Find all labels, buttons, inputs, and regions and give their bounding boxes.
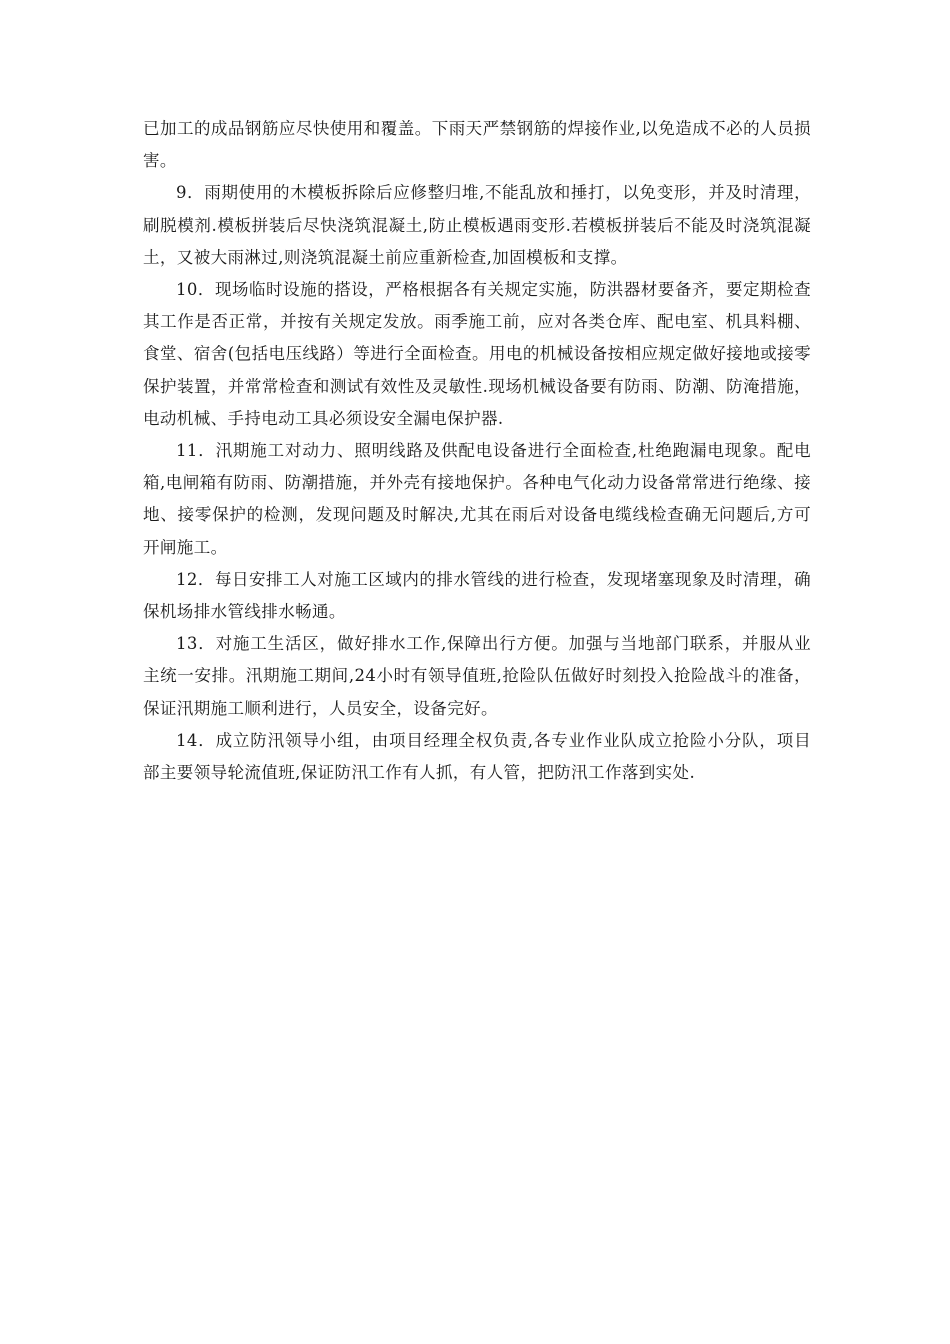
paragraph-item-10: 10．现场临时设施的搭设，严格根据各有关规定实施，防洪器材要备齐，要定期检查其工作是否正常，并按有关规定发放。雨季施工前，应对各类仓库、配电室、机具料棚、食堂、宿舍(包括电压线路）等进行全面检查。用电的机械设备按相应规定做好接地或接零保护装置，并常常检查和测试有效性及灵敏性.现场机械设备要有防雨、防潮、防淹措施，电动机械、手持电动工具必须设安全漏电保护器. — [143, 280, 811, 428]
paragraph-continuation: 已加工的成品钢筋应尽快使用和覆盖。下雨天严禁钢筋的焊接作业,以免造成不必的人员损害。 — [143, 119, 811, 171]
paragraph-item-9: 9．雨期使用的木模板拆除后应修整归堆,不能乱放和捶打，以免变形，并及时清理，刷脱模剂.模板拼装后尽快浇筑混凝土,防止模板遇雨变形.若模板拼装后不能及时浇筑混凝土，又被大雨淋过,则浇筑混凝土前应重新检查,加固模板和支撑。 — [143, 183, 811, 267]
paragraph-item-14: 14．成立防汛领导小组，由项目经理全权负责,各专业作业队成立抢险小分队，项目部主要领导轮流值班,保证防汛工作有人抓，有人管，把防汛工作落到实处. — [143, 730, 811, 783]
document-body — [143, 113, 811, 789]
paragraph-item-12: 12．每日安排工人对施工区域内的排水管线的进行检查，发现堵塞现象及时清理，确保机场排水管线排水畅通。 — [143, 569, 811, 622]
paragraph-item-13: 13．对施工生活区，做好排水工作,保障出行方便。加强与当地部门联系，并服从业主统一安排。汛期施工期间,24小时有领导值班,抢险队伍做好时刻投入抢险战斗的准备，保证汛期施工顺利进行，人员安全，设备完好。 — [143, 634, 811, 718]
paragraph-item-11: 11．汛期施工对动力、照明线路及供配电设备进行全面检查,杜绝跑漏电现象。配电箱,电闸箱有防雨、防潮措施，并外壳有接地保护。各种电气化动力设备常常进行绝缘、接地、接零保护的检测，发现问题及时解决,尤其在雨后对设备电缆线检查确无问题后,方可开闸施工。 — [143, 441, 811, 557]
